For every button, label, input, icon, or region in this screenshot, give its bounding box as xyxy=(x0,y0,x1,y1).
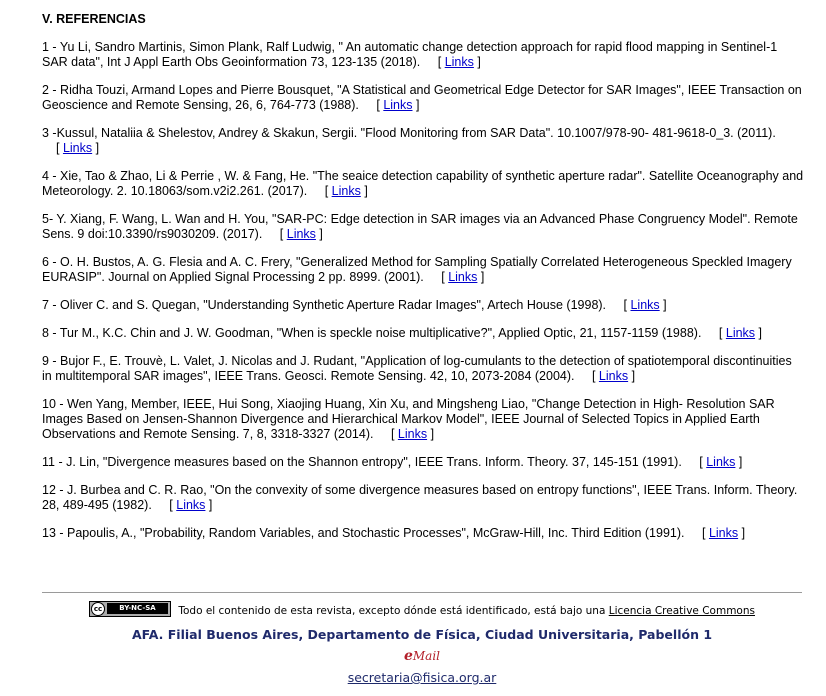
reference-links xyxy=(702,526,745,540)
reference-links-link[interactable]: Links xyxy=(708,526,739,540)
email-icon xyxy=(42,648,802,664)
reference-text: 4 - Xie, Tao & Zhao, Li & Perrie , W. & Fang, He. "The seaice detection capability of synthetic aperture radar". Satellite Oceanography and Meteorology. 2. 10.18063/som.v2i2.261. (2017). xyxy=(42,169,804,198)
cc-license-badge[interactable] xyxy=(89,601,171,617)
references-list xyxy=(42,40,804,541)
email-icon-e: e xyxy=(403,648,413,664)
reference-links xyxy=(438,55,481,69)
reference-text: 11 - J. Lin, "Divergence measures based on the Shannon entropy", IEEE Trans. Inform. Theory. 37, 145-151 (1991). xyxy=(42,455,682,469)
bracket-close: ] xyxy=(755,326,763,340)
footer xyxy=(42,603,802,686)
bracket-close: ] xyxy=(205,498,213,512)
bracket-open: [ xyxy=(376,98,384,112)
reference-item xyxy=(42,298,804,313)
reference-links-link[interactable]: Links xyxy=(176,498,206,512)
reference-links xyxy=(441,270,484,284)
bracket-close: ] xyxy=(427,427,435,441)
reference-links xyxy=(325,184,368,198)
reference-item xyxy=(42,455,804,470)
bracket-close: ] xyxy=(412,98,420,112)
reference-text: 7 - Oliver C. and S. Quegan, "Understanding Synthetic Aperture Radar Images", Artech House (1998). xyxy=(42,298,607,312)
reference-links xyxy=(56,141,99,155)
bracket-close: ] xyxy=(738,526,746,540)
bracket-close: ] xyxy=(473,55,481,69)
reference-links-link[interactable]: Links xyxy=(448,270,478,284)
bracket-open: [ xyxy=(56,141,63,155)
bracket-open: [ xyxy=(390,427,398,441)
reference-links-link[interactable]: Links xyxy=(383,98,413,112)
footer-divider xyxy=(42,592,802,593)
cc-badge-text: BY-NC-SA xyxy=(107,603,168,614)
reference-item xyxy=(42,212,804,242)
bracket-open: [ xyxy=(591,369,599,383)
reference-links-link[interactable]: Links xyxy=(630,298,660,312)
reference-text: 3 -Kussul, Nataliia & Shelestov, Andrey & Skakun, Sergii. "Flood Monitoring from SAR Data". 10.1007/978-90- 481-9618-0_3. (2011). xyxy=(42,126,776,140)
bracket-open: [ xyxy=(279,227,287,241)
reference-text: 2 - Ridha Touzi, Armand Lopes and Pierre Bousquet, "A Statistical and Geometrical Edge Detector for SAR Images", IEEE Transaction on Geoscience and Remote Sensing, 26, 6, 764-773 (1988). xyxy=(42,83,802,112)
reference-item xyxy=(42,397,804,442)
bracket-close: ] xyxy=(659,298,667,312)
reference-text: 12 - J. Burbea and C. R. Rao, "On the convexity of some divergence measures based on entropy functions", IEEE Trans. Inform. Theory. 28, 489-495 (1982). xyxy=(42,483,798,512)
bracket-open: [ xyxy=(437,55,445,69)
reference-text: 13 - Papoulis, A., "Probability, Random Variables, and Stochastic Processes", McGraw-Hill, Inc. Third Edition (1991). xyxy=(42,526,685,540)
reference-links xyxy=(699,455,742,469)
reference-links-link[interactable]: Links xyxy=(706,455,736,469)
reference-text: 5- Y. Xiang, F. Wang, L. Wan and H. You, "SAR-PC: Edge detection in SAR images via an Advanced Phase Congruency Model". Remote Sens. 9 doi:10.3390/rs9030209. (2017). xyxy=(42,212,798,241)
reference-links-link[interactable]: Links xyxy=(331,184,361,198)
organization-line: AFA. Filial Buenos Aires, Departamento de Física, Ciudad Universitaria, Pabellón 1 xyxy=(131,627,713,642)
reference-item xyxy=(42,169,804,199)
section-title: V. REFERENCIAS xyxy=(42,12,146,26)
cc-icon: cc xyxy=(91,602,105,616)
bracket-close: ] xyxy=(735,455,743,469)
reference-links-link[interactable]: Links xyxy=(598,369,629,383)
bracket-open: [ xyxy=(699,455,707,469)
reference-links xyxy=(376,98,419,112)
reference-links-link[interactable]: Links xyxy=(444,55,474,69)
bracket-open: [ xyxy=(718,326,726,340)
reference-item xyxy=(42,126,804,156)
reference-item xyxy=(42,255,804,285)
reference-links xyxy=(719,326,762,340)
bracket-open: [ xyxy=(623,298,631,312)
bracket-open: [ xyxy=(169,498,177,512)
bracket-close: ] xyxy=(360,184,368,198)
reference-item xyxy=(42,483,804,513)
reference-item xyxy=(42,40,804,70)
reference-item xyxy=(42,526,804,541)
reference-links-link[interactable]: Links xyxy=(397,427,428,441)
reference-links-link[interactable]: Links xyxy=(286,227,316,241)
reference-links-link[interactable]: Links xyxy=(62,141,93,155)
reference-links-link[interactable]: Links xyxy=(725,326,756,340)
reference-text: 1 - Yu Li, Sandro Martinis, Simon Plank, Ralf Ludwig, " An automatic change detection approach for rapid flood mapping in Sentinel-1 SAR data", Int J Appl Earth Obs Geoinformation 73, 123-135 (2018). xyxy=(42,40,778,69)
license-link[interactable]: Licencia Creative Commons xyxy=(608,605,755,617)
reference-item xyxy=(42,83,804,113)
license-line xyxy=(42,603,802,619)
bracket-open: [ xyxy=(701,526,709,540)
email-icon-text: Mail xyxy=(412,649,441,663)
email-link[interactable]: secretaria@fisica.org.ar xyxy=(347,670,497,685)
reference-text: 8 - Tur M., K.C. Chin and J. W. Goodman, "When is speckle noise multiplicative?", Applied Optic, 21, 1157-1159 (1988). xyxy=(42,326,702,340)
bracket-close: ] xyxy=(477,270,485,284)
bracket-close: ] xyxy=(92,141,100,155)
bracket-close: ] xyxy=(315,227,323,241)
reference-item xyxy=(42,326,804,341)
reference-text: 6 - O. H. Bustos, A. G. Flesia and A. C. Frery, "Generalized Method for Sampling Spatially Correlated Heterogeneous Speckled Imagery EURASIP". Journal on Applied Signal Processing 2 pp. 8999. (2001). xyxy=(42,255,792,284)
license-text: Todo el contenido de esta revista, excepto dónde está identificado, está bajo una xyxy=(178,605,606,617)
reference-text: 10 - Wen Yang, Member, IEEE, Hui Song, Xiaojing Huang, Xin Xu, and Mingsheng Liao, "Change Detection in High- Resolution SAR Images Based on Jensen-Shannon Divergence and Hierarchical Markov Model", IEEE Journal of Selected Topics in Applied Earth Observations and Remote Sensing. 7, 8, 3318-3327 (2014). xyxy=(42,397,775,441)
reference-item xyxy=(42,354,804,384)
reference-links xyxy=(169,498,212,512)
reference-links xyxy=(280,227,323,241)
reference-links xyxy=(391,427,434,441)
bracket-close: ] xyxy=(628,369,636,383)
reference-text: 9 - Bujor F., E. Trouvè, L. Valet, J. Nicolas and J. Rudant, "Application of log-cumulants to the detection of spatiotemporal discontinuities in multitemporal SAR images", IEEE Trans. Geosci. Remote Sensing. 42, 10, 2073-2084 (2004). xyxy=(42,354,792,383)
references-section xyxy=(42,12,804,554)
bracket-open: [ xyxy=(441,270,449,284)
reference-links xyxy=(592,369,635,383)
reference-links xyxy=(624,298,667,312)
bracket-open: [ xyxy=(324,184,332,198)
